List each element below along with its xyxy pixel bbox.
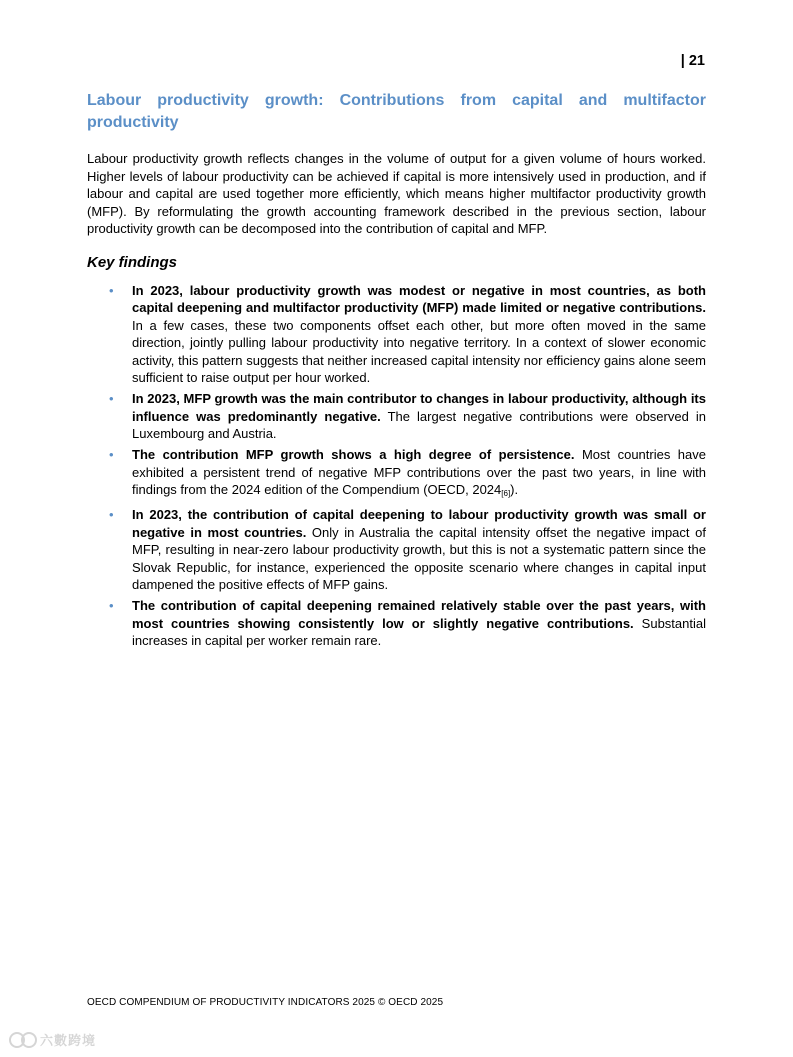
list-item bbox=[87, 446, 706, 503]
finding-text: In a few cases, these two components offset each other, but more often moved in the same direction, jointly pulling labour productivity into negative territory. In a context of slower economic activity, this pattern suggests that neither increased capital intensity nor efficiency gains alone seem sufficient to raise output per hour worked. bbox=[132, 317, 706, 386]
finding-emphasis: In 2023, labour productivity growth was modest or negative in most countries, as both capital deepening and multifactor productivity (MFP) made limited or negative contributions. bbox=[132, 282, 706, 316]
bullet-icon: • bbox=[109, 391, 114, 407]
page-footer: OECD COMPENDIUM OF PRODUCTIVITY INDICATORS 2025 © OECD 2025 bbox=[87, 997, 444, 1008]
watermark bbox=[8, 1030, 96, 1049]
bullet-icon: • bbox=[109, 447, 114, 463]
section-title: Labour productivity growth: Contributions from capital and multifactor productivity bbox=[87, 92, 706, 131]
main-content bbox=[87, 90, 706, 653]
bullet-icon: • bbox=[109, 598, 114, 614]
finding-emphasis: The contribution MFP growth shows a high degree of persistence. bbox=[132, 447, 575, 463]
page-number: | 21 bbox=[680, 53, 705, 69]
bullet-icon: • bbox=[109, 507, 114, 523]
finding-text: Only in Australia the capital intensity offset the negative impact of MFP, resulting in near-zero labour productivity growth, but this is not a systematic pattern since the Slovak Republic, for instance, experienced the opposite scenario where changes in capital input dampened the positive effects of MFP gains. bbox=[132, 524, 706, 593]
key-findings-list bbox=[87, 282, 706, 650]
finding-text: The largest negative contributions were observed in Luxembourg and Austria. bbox=[132, 408, 706, 442]
watermark-logo-icon bbox=[8, 1031, 38, 1049]
finding-text: Most countries have exhibited a persistent trend of negative MFP contributions over the past two years, in line with findings from the 2024 edition of the Compendium (OECD, 2024 bbox=[132, 447, 706, 498]
list-item bbox=[87, 390, 706, 443]
finding-emphasis: The contribution of capital deepening remained relatively stable over the past years, with most countries showing consistently low or slightly negative contributions. bbox=[132, 598, 706, 631]
key-findings-heading: Key findings bbox=[87, 253, 178, 271]
finding-emphasis: In 2023, the contribution of capital deepening to labour productivity growth was small or negative in most countries. bbox=[132, 507, 706, 540]
bullet-icon: • bbox=[109, 282, 114, 298]
finding-emphasis: In 2023, MFP growth was the main contributor to changes in labour productivity, although its influence was predominantly negative. bbox=[132, 391, 706, 424]
finding-text-end: ). bbox=[510, 482, 519, 498]
watermark-text: 六數跨境 bbox=[40, 1033, 97, 1048]
list-item bbox=[87, 282, 706, 387]
finding-text: Substantial increases in capital per worker remain rare. bbox=[132, 615, 706, 649]
list-item bbox=[87, 506, 706, 594]
intro-paragraph: Labour productivity growth reflects changes in the volume of output for a given volume of hours worked. Higher levels of labour productivity can be achieved if capital is more intensively used in production, and if labour and capital are used together more efficiently, which means higher multifactor productivity growth (MFP). By reformulating the growth accounting framework described in the previous section, labour productivity growth can be decomposed into the contribution of capital and MFP. bbox=[87, 151, 706, 237]
reference-link[interactable]: [6] bbox=[501, 489, 511, 499]
list-item bbox=[87, 597, 706, 650]
